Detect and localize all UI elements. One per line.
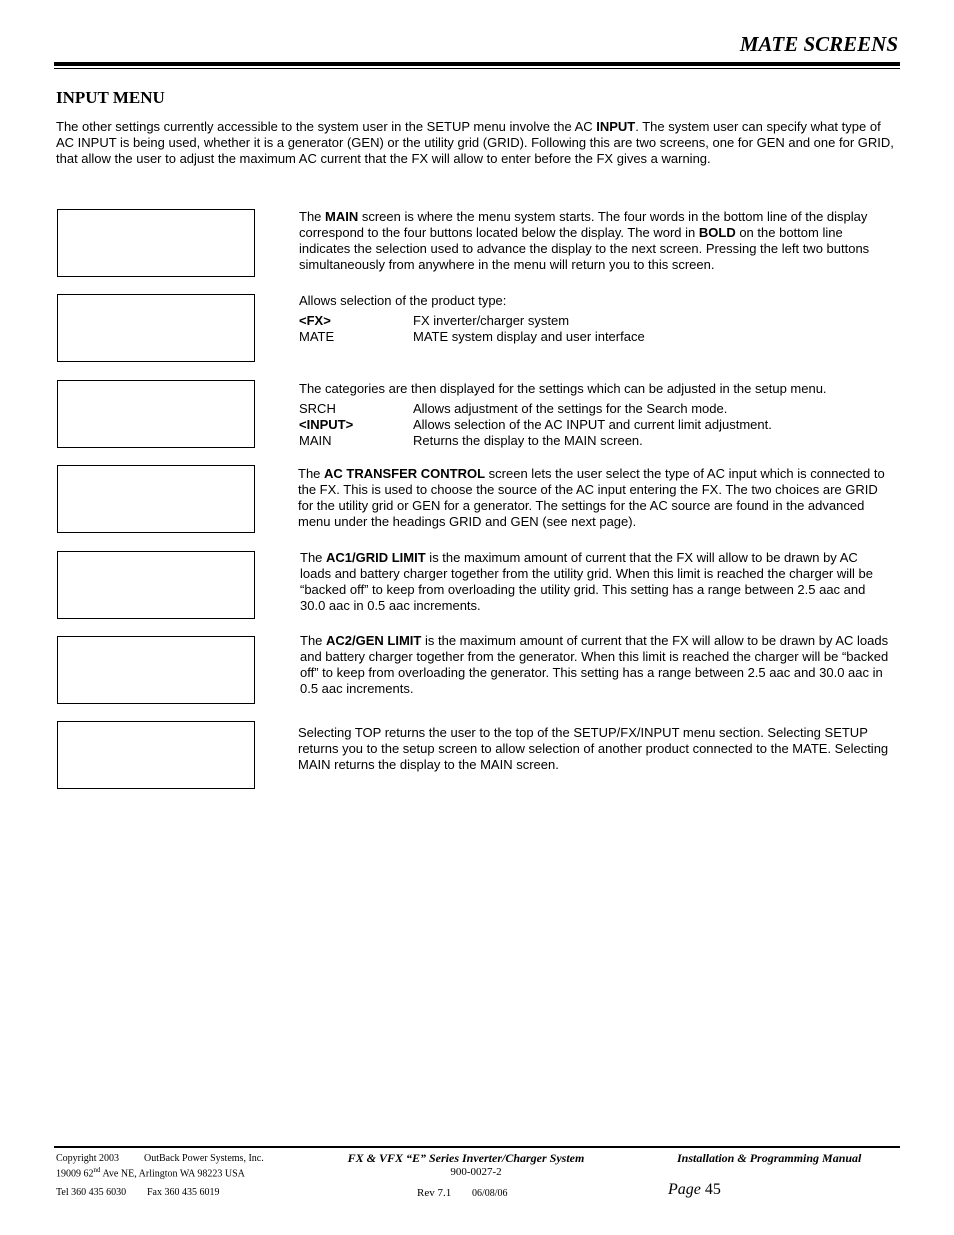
intro-paragraph: The other settings currently accessible to the system user in the SETUP menu involve the AC INPUT. The system user can specify what type of AC INPUT is being used, whether it is a generator (GEN) or the utility grid (GRID). Following this are two screens, one for GEN and one for GRID, that allow the user to adjust the maximum AC current that the FX will allow to enter before the FX gives a warning. [56, 119, 894, 166]
product-select-description: Allows selection of the product type: <FX> FX inverter/charger system MATE MATE system display and user interface [299, 293, 895, 345]
main-screen-description: The MAIN screen is where the menu system starts. The four words in the bottom line of the display correspond to the four buttons located below the display. The word in BOLD on the bottom line indicates the selection used to advance the display to the next screen. Pressing the left two buttons simultaneously from anywhere in the menu will return you to this screen. [299, 209, 870, 272]
header-rule [54, 62, 900, 66]
product-select-display [57, 294, 255, 362]
option-row: SRCH Allows adjustment of the settings for the Search mode. [299, 401, 728, 416]
top-setup-main-display [57, 721, 255, 789]
ac2-gen-limit-description: The AC2/GEN LIMIT is the maximum amount of current that the FX will allow to be drawn by AC loads and battery charger together from the generator. When this limit is reached the charger will be “backed off” to keep from overloading the generator. This setting has a range between 2.5 aac and 30.0 aac in 0.5 aac increments. [300, 633, 889, 696]
main-screen-display [57, 209, 255, 277]
section-heading: INPUT MENU [56, 88, 165, 107]
footer-manual: Installation & Programming Manual [677, 1151, 862, 1165]
footer-rev: Rev 7.1 [417, 1187, 452, 1199]
option-row: MAIN Returns the display to the MAIN screen. [299, 433, 643, 448]
ac1-grid-limit-display [57, 551, 255, 619]
option-row: <FX> FX inverter/charger system [299, 313, 570, 328]
footer-date: 06/08/06 [472, 1188, 508, 1199]
footer-address: 19009 62nd Ave NE, Arlington WA 98223 USA [56, 1166, 245, 1180]
footer-page: Page 45 [668, 1181, 721, 1198]
footer-copyright: Copyright 2003 [56, 1153, 120, 1164]
footer-tel: Tel 360 435 6030 [56, 1187, 127, 1198]
ac1-grid-limit-description: The AC1/GRID LIMIT is the maximum amount of current that the FX will allow to be drawn by AC loads and battery charger together from the utility grid. When this limit is reached the charger will be “backed off” to keep from overloading the utility grid. This setting has a range between 2.5 aac and 30.0 aac in 0.5 aac increments. [300, 550, 873, 613]
ac2-gen-limit-display [57, 636, 255, 704]
top-setup-main-description: Selecting TOP returns the user to the top of the SETUP/FX/INPUT menu section. Selecting SETUP returns you to the setup screen to allow selection of another product connected to the MATE. Selecting MAIN returns the display to the MAIN screen. [298, 725, 889, 772]
option-row: MATE MATE system display and user interface [299, 329, 645, 344]
page-title: MATE SCREENS [739, 32, 898, 56]
setup-categories-display [57, 380, 255, 448]
footer-rule [54, 1146, 900, 1148]
footer-fax: Fax 360 435 6019 [147, 1187, 220, 1198]
ac-transfer-description: The AC TRANSFER CONTROL screen lets the user select the type of AC input which is connected to the FX. This is used to choose the source of the AC input entering the FX. The two choices are GRID for the utility grid or GEN for a generator. The settings for the AC source are found in the advanced menu under the headings GRID and GEN (see next page). [298, 466, 885, 529]
footer-company: OutBack Power Systems, Inc. [144, 1153, 264, 1164]
footer-product: FX & VFX “E” Series Inverter/Charger System [347, 1151, 585, 1165]
header-rule-thin [54, 68, 900, 69]
option-row: <INPUT> Allows selection of the AC INPUT and current limit adjustment. [299, 417, 772, 432]
footer-doc-number: 900-0027-2 [450, 1166, 502, 1178]
ac-transfer-display [57, 465, 255, 533]
setup-categories-description: The categories are then displayed for the settings which can be adjusted in the setup menu. SRCH Allows adjustment of the settings for the Search mode. <INPUT> Allows selection of the AC INPUT and current limit adjustment. MAIN Returns the display to the MAIN screen. [299, 381, 895, 449]
